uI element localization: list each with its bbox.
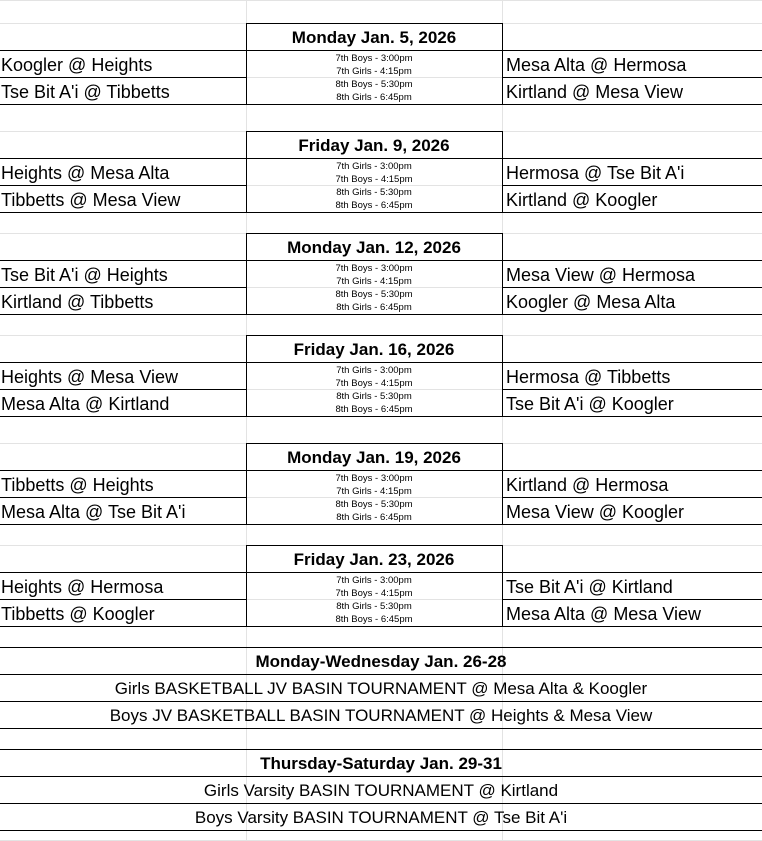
game-time: 7th Boys - 3:00pm [335,53,413,64]
game-matchup: Mesa Alta @ Kirtland [1,393,170,414]
game-time: 7th Boys - 3:00pm [335,473,413,484]
date-header: Friday Jan. 23, 2026 [293,550,455,569]
game-matchup: Kirtland @ Tibbetts [1,291,154,312]
game-times-list [246,363,502,417]
game-matchup: Tibbetts @ Mesa View [1,189,181,210]
tournament-line: Girls BASKETBALL JV BASIN TOURNAMENT @ Mesa Alta & Koogler [114,679,648,698]
game-matchup: Kirtland @ Mesa View [506,81,684,102]
game-times-list [246,573,502,627]
game-matchup: Heights @ Hermosa [1,576,164,597]
game-time: 8th Boys - 6:45pm [335,200,413,211]
game-matchup: Heights @ Mesa Alta [1,162,170,183]
game-time: 7th Girls - 4:15pm [336,486,412,497]
game-matchup: Kirtland @ Hermosa [506,474,669,495]
game-times-list [246,159,502,213]
game-matchup: Mesa Alta @ Mesa View [506,603,702,624]
date-header: Monday Jan. 19, 2026 [287,448,461,467]
game-matchup: Hermosa @ Tse Bit A'i [506,162,685,183]
game-time: 8th Boys - 5:30pm [335,499,413,510]
date-header: Friday Jan. 9, 2026 [298,136,450,155]
date-header-border [502,443,503,471]
game-time: 8th Girls - 6:45pm [336,512,412,523]
game-time: 7th Boys - 4:15pm [335,588,413,599]
game-time: 7th Girls - 4:15pm [336,66,412,77]
game-time: 8th Girls - 6:45pm [336,92,412,103]
date-header: Monday Jan. 12, 2026 [287,238,461,257]
game-time: 8th Girls - 6:45pm [336,302,412,313]
game-time: 7th Girls - 3:00pm [336,161,412,172]
tournament-line: Boys Varsity BASIN TOURNAMENT @ Tse Bit A'i [194,808,568,827]
tournament-line: Girls Varsity BASIN TOURNAMENT @ Kirtland [203,781,559,800]
game-time: 7th Girls - 3:00pm [336,575,412,586]
game-time: 7th Boys - 3:00pm [335,263,413,274]
game-time: 8th Boys - 5:30pm [335,289,413,300]
game-matchup: Tibbetts @ Koogler [1,603,155,624]
date-header-border [502,545,503,573]
tournament-date-header: Monday-Wednesday Jan. 26-28 [255,652,507,671]
game-time: 7th Boys - 4:15pm [335,174,413,185]
date-header: Friday Jan. 16, 2026 [293,340,455,359]
game-times-list [246,51,502,105]
game-time: 7th Girls - 4:15pm [336,276,412,287]
game-matchup: Tse Bit A'i @ Koogler [506,393,674,414]
tournament-line: Boys JV BASKETBALL BASIN TOURNAMENT @ Heights & Mesa View [109,706,653,725]
date-header-border [502,131,503,159]
game-matchup: Tse Bit A'i @ Heights [1,264,168,285]
game-matchup: Koogler @ Mesa Alta [506,291,676,312]
game-matchup: Mesa Alta @ Hermosa [506,54,687,75]
date-header-border [502,335,503,363]
grid-line-horizontal [0,0,762,1]
game-matchup: Mesa View @ Koogler [506,501,685,522]
game-matchup: Hermosa @ Tibbetts [506,366,671,387]
game-matchup: Heights @ Mesa View [1,366,179,387]
game-time: 8th Boys - 6:45pm [335,614,413,625]
game-matchup: Tse Bit A'i @ Tibbetts [1,81,170,102]
game-time: 8th Boys - 5:30pm [335,79,413,90]
game-matchup: Koogler @ Heights [1,54,153,75]
game-times-list [246,471,502,525]
game-matchup: Tibbetts @ Heights [1,474,154,495]
game-matchup: Tse Bit A'i @ Kirtland [506,576,673,597]
game-matchup: Mesa Alta @ Tse Bit A'i [1,501,186,522]
game-time: 7th Boys - 4:15pm [335,378,413,389]
date-header: Monday Jan. 5, 2026 [291,28,457,47]
game-time: 8th Girls - 5:30pm [336,187,412,198]
game-time: 7th Girls - 3:00pm [336,365,412,376]
game-times-list [246,261,502,315]
tournament-date-header: Thursday-Saturday Jan. 29-31 [260,754,502,773]
game-time: 8th Girls - 5:30pm [336,601,412,612]
game-time: 8th Boys - 6:45pm [335,404,413,415]
game-time: 8th Girls - 5:30pm [336,391,412,402]
date-header-border [502,233,503,261]
game-matchup: Kirtland @ Koogler [506,189,658,210]
date-header-border [502,23,503,51]
game-matchup: Mesa View @ Hermosa [506,264,695,285]
